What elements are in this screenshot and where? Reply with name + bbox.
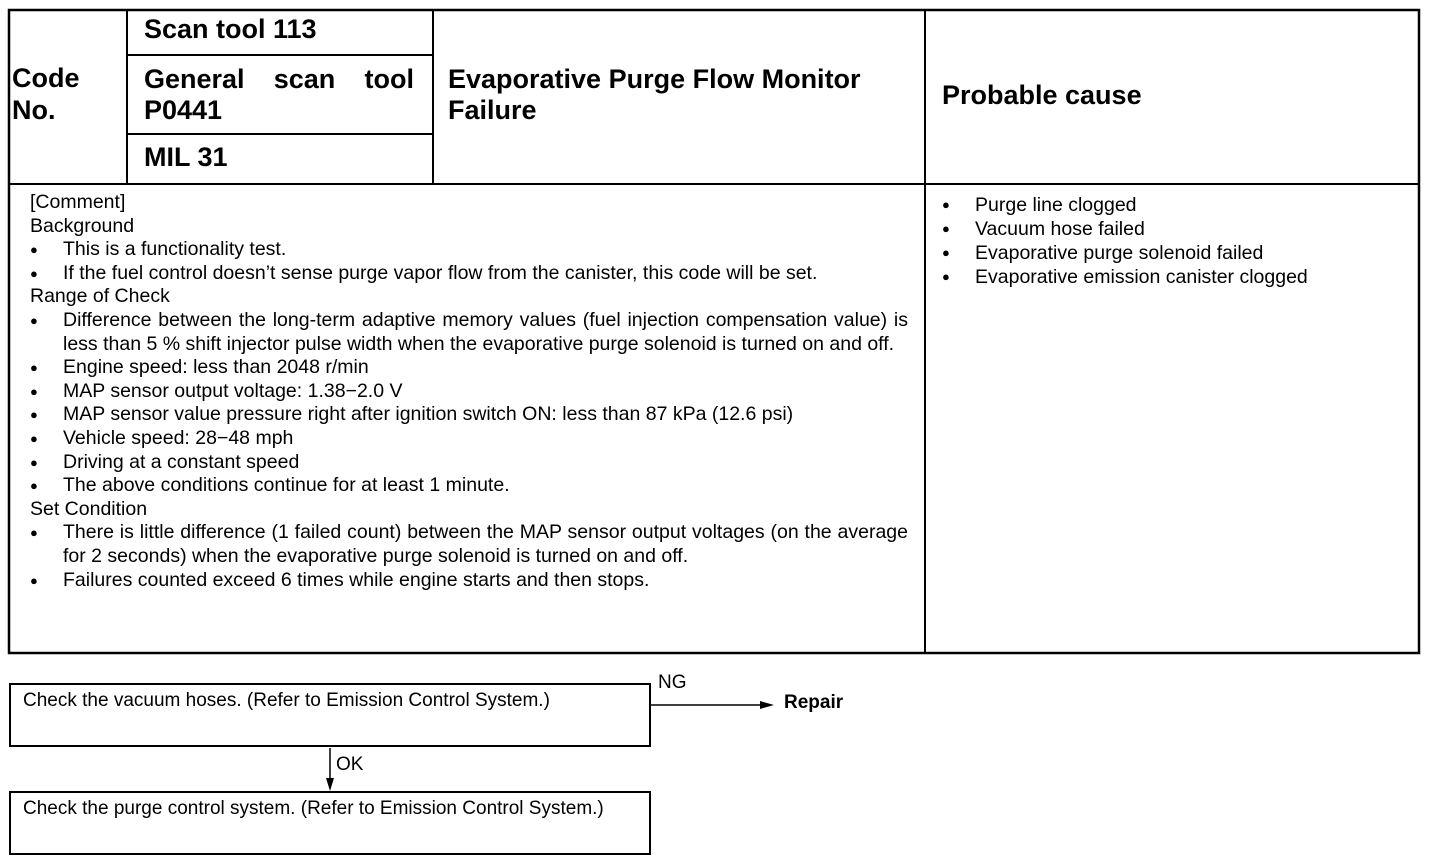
range-item: ● MAP sensor value pressure right after ignition switch ON: less than 87 kPa (12.6 psi) bbox=[30, 403, 908, 427]
range-item: ● Vehicle speed: 28−48 mph bbox=[30, 427, 908, 451]
set-condition-heading: Set Condition bbox=[30, 497, 148, 520]
ok-label: OK bbox=[336, 754, 364, 775]
scan-tool-code: Scan tool 113 bbox=[144, 14, 317, 44]
probable-cause-header: Probable cause bbox=[942, 80, 1142, 110]
background-item: ● This is a functionality test. bbox=[30, 238, 908, 262]
range-item: ● MAP sensor output voltage: 1.38−2.0 V bbox=[30, 380, 908, 404]
general-scan-tool-label: General scan tool bbox=[144, 64, 414, 94]
cause-item: ● Evaporative purge solenoid failed bbox=[942, 241, 1412, 265]
check-vacuum-hoses-step: Check the vacuum hoses. (Refer to Emission Control System.) bbox=[9, 683, 651, 747]
general-scan-tool-value: P0441 bbox=[144, 95, 223, 125]
background-heading: Background bbox=[30, 214, 135, 237]
ng-label: NG bbox=[658, 672, 687, 693]
range-item: ● Engine speed: less than 2048 r/min bbox=[30, 356, 908, 380]
comment-label: [Comment] bbox=[30, 191, 126, 213]
check-purge-control-step: Check the purge control system. (Refer to Emission Control System.) bbox=[9, 791, 651, 855]
ng-arrow-head bbox=[760, 701, 774, 709]
code-no-header: Code No. bbox=[12, 63, 80, 125]
range-of-check-heading: Range of Check bbox=[30, 285, 170, 308]
cause-item: ● Evaporative emission canister clogged bbox=[942, 265, 1412, 289]
cause-item: ● Purge line clogged bbox=[942, 193, 1412, 217]
range-item: ● Difference between the long-term adaptive memory values (fuel injection compensation value) is less than 5 % shift injector pulse width when the evaporative purge solenoid is turned on and off. bbox=[30, 309, 908, 356]
range-item: ● Driving at a constant speed bbox=[30, 451, 908, 475]
set-condition-item: ● There is little difference (1 failed count) between the MAP sensor output voltages (on the average for 2 seconds) when the evaporative purge solenoid is turned on and off. bbox=[30, 521, 908, 568]
mil-code: MIL 31 bbox=[144, 142, 228, 172]
cause-item: ● Vacuum hose failed bbox=[942, 217, 1412, 241]
dtc-title: Evaporative Purge Flow Monitor Failure bbox=[448, 64, 861, 125]
background-item: ● If the fuel control doesn’t sense purge vapor flow from the canister, this code will be set. bbox=[30, 262, 908, 286]
ok-arrow-head bbox=[326, 778, 334, 791]
range-item: ● The above conditions continue for at least 1 minute. bbox=[30, 474, 908, 498]
set-condition-item: ● Failures counted exceed 6 times while engine starts and then stops. bbox=[30, 569, 908, 593]
repair-label: Repair bbox=[784, 692, 844, 713]
